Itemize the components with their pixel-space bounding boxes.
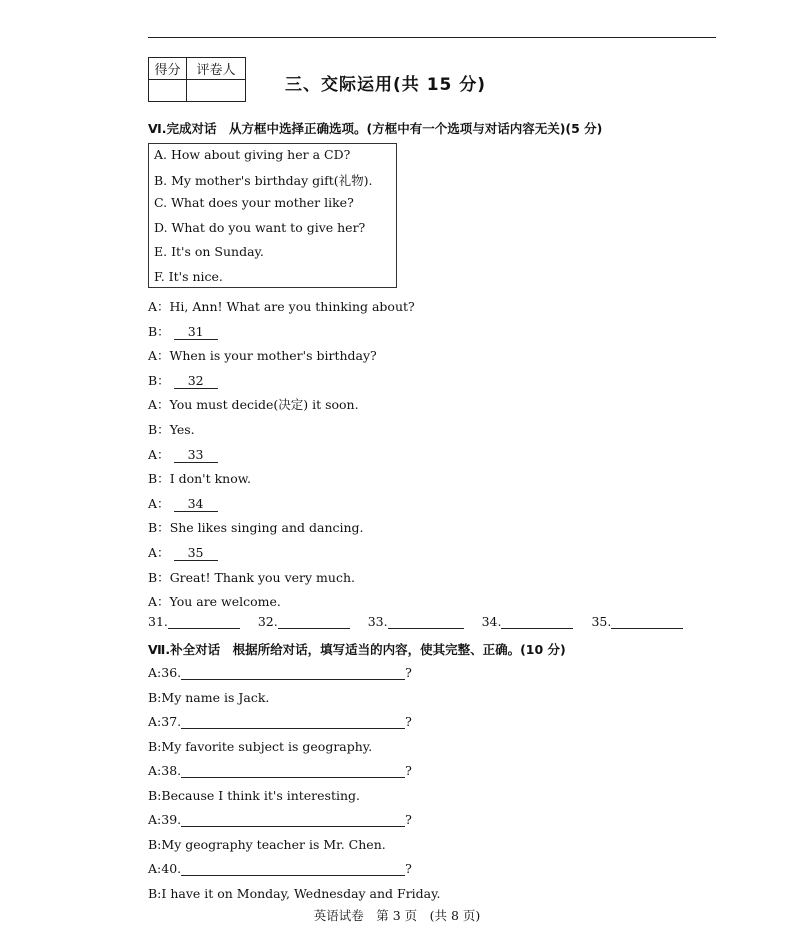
section-title: 三、交际运用(共 15 分) [285, 75, 487, 95]
speaker-label: A： [148, 348, 170, 364]
speaker-label: A： [148, 299, 170, 314]
dialogue-line [148, 371, 218, 389]
fill-in-blank[interactable] [181, 763, 405, 778]
dialogue-text: You must decide(决定) it soon. [169, 397, 359, 413]
score-table [148, 57, 246, 102]
question-mark: ? [405, 812, 412, 827]
speaker-label: A： [148, 446, 170, 462]
answer-number: 31. [148, 614, 168, 629]
dialogue-blank[interactable]: 35 [174, 545, 218, 561]
page-footer: 英语试卷 第 3 页 (共 8 页) [313, 908, 481, 923]
dialogue-line [148, 322, 218, 340]
speaker-label: B： [148, 422, 170, 437]
dialogue-line [148, 739, 372, 754]
dialogue-line [148, 346, 377, 364]
speaker-label: B： [148, 520, 170, 536]
speaker-label: A:39. [148, 812, 182, 827]
dialogue-text: My geography teacher is Mr. Chen. [161, 836, 386, 852]
option-c: C. What does your mother like? [154, 195, 354, 210]
fill-in-blank[interactable] [181, 665, 405, 680]
dialogue-text: Hi, Ann! What are you thinking about? [169, 299, 415, 314]
dialogue-text: I have it on Monday, Wednesday and Friday. [161, 885, 441, 901]
speaker-label: A： [148, 397, 170, 413]
dialogue-text: Yes. [169, 422, 195, 437]
answer-blank-33[interactable] [388, 614, 464, 629]
answer-blank-34[interactable] [501, 614, 573, 629]
dialogue-blank[interactable]: 33 [174, 447, 218, 463]
dialogue-line [148, 886, 441, 901]
dialogue-line [148, 568, 355, 586]
dialogue-line [148, 837, 386, 852]
speaker-label: B: [148, 787, 162, 803]
answer-blank-32[interactable] [278, 614, 350, 629]
dialogue-text: You are welcome. [169, 594, 281, 610]
question-mark: ? [405, 763, 412, 778]
speaker-label: A： [148, 495, 170, 511]
fill-in-blank[interactable] [181, 861, 405, 876]
dialogue-line [148, 518, 364, 536]
grader-cell[interactable] [187, 80, 246, 102]
dialogue-line [148, 395, 359, 413]
speaker-label: A:38. [148, 763, 182, 778]
speaker-label: B： [148, 323, 170, 339]
speaker-label: B: [148, 689, 162, 705]
dialogue-line [148, 690, 269, 705]
dialogue-line [148, 788, 360, 803]
answer-row [148, 614, 683, 629]
dialogue-line [148, 469, 251, 487]
answer-blank-31[interactable] [168, 614, 240, 629]
speaker-label: B： [148, 471, 170, 487]
dialogue-text: Because I think it's interesting. [161, 787, 361, 803]
answer-number: 32. [257, 614, 278, 629]
question-mark: ? [405, 714, 412, 729]
dialogue-line [148, 592, 281, 610]
fill-in-blank[interactable] [181, 714, 405, 729]
dialogue-line [148, 812, 412, 827]
answer-number: 33. [367, 614, 388, 629]
option-d: D. What do you want to give her? [154, 220, 366, 235]
options-box [148, 143, 397, 288]
speaker-label: A： [148, 545, 170, 560]
part6-heading: Ⅵ.完成对话 从方框中选择正确选项。(方框中有一个选项与对话内容无关)(5 分) [148, 121, 603, 136]
dialogue-line [148, 861, 412, 876]
speaker-label: A:36. [148, 665, 182, 680]
option-e: E. It's on Sunday. [154, 244, 264, 259]
dialogue-line [148, 543, 218, 561]
fill-in-blank[interactable] [181, 812, 405, 827]
dialogue-line [148, 714, 412, 729]
part7-heading: Ⅶ.补全对话 根据所给对话，填写适当的内容，使其完整、正确。(10 分) [148, 642, 566, 657]
speaker-label: B: [148, 836, 162, 852]
option-f: F. It's nice. [154, 269, 223, 284]
speaker-label: B: [148, 885, 162, 901]
speaker-label: A： [148, 594, 170, 610]
speaker-label: B： [148, 372, 170, 388]
dialogue-line [148, 665, 412, 680]
dialogue-text: I don't know. [169, 471, 251, 487]
dialogue-line [148, 445, 218, 463]
speaker-label: A:40. [148, 861, 182, 876]
question-mark: ? [405, 665, 412, 680]
answer-blank-35[interactable] [611, 614, 683, 629]
answer-number: 34. [481, 614, 502, 629]
answer-number: 35. [591, 614, 612, 629]
top-rule [148, 37, 716, 38]
question-mark: ? [405, 861, 412, 876]
score-cell[interactable] [149, 80, 187, 102]
dialogue-line [148, 420, 195, 438]
speaker-label: A:37. [148, 714, 182, 729]
dialogue-text: Great! Thank you very much. [169, 569, 355, 585]
dialogue-text: My favorite subject is geography. [161, 738, 373, 754]
speaker-label: B： [148, 569, 170, 585]
dialogue-line [148, 494, 218, 512]
option-b: B. My mother's birthday gift(礼物). [154, 173, 373, 188]
dialogue-line [148, 297, 415, 315]
score-label: 得分 [149, 58, 187, 80]
dialogue-blank[interactable]: 31 [174, 324, 218, 340]
dialogue-blank[interactable]: 32 [174, 373, 218, 389]
dialogue-blank[interactable]: 34 [174, 496, 218, 512]
grader-label: 评卷人 [187, 58, 246, 80]
option-a: A. How about giving her a CD? [154, 147, 351, 162]
dialogue-line [148, 763, 412, 778]
dialogue-text: When is your mother's birthday? [169, 348, 377, 364]
dialogue-text: My name is Jack. [161, 689, 270, 705]
dialogue-text: She likes singing and dancing. [169, 520, 364, 536]
speaker-label: B: [148, 738, 162, 754]
